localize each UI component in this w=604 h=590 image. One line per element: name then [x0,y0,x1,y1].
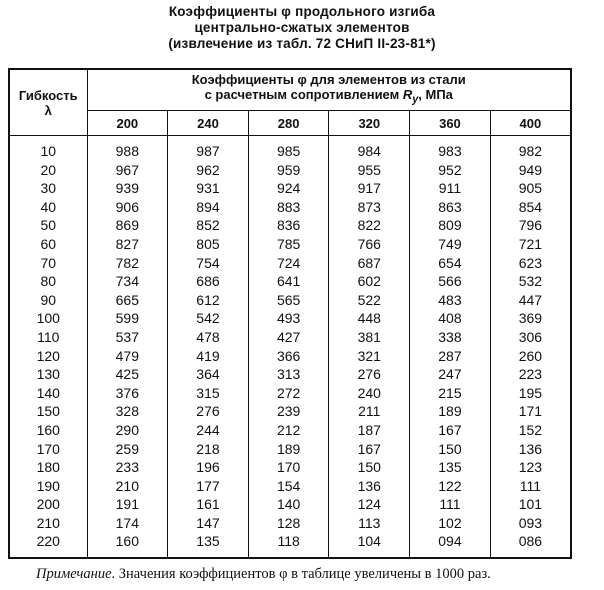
coefficient-cell: 448 [329,309,410,328]
flexibility-cell: 180 [9,458,87,477]
coefficient-cell: 240 [329,384,410,403]
coefficient-cell: 924 [248,179,329,198]
table-row [9,477,571,496]
coefficient-cell: 894 [168,198,249,217]
coefficient-cell: 852 [168,216,249,235]
coefficient-cell: 328 [87,402,168,421]
flexibility-cell: 100 [9,309,87,328]
coefficient-cell: 113 [329,514,410,533]
flexibility-cell: 210 [9,514,87,533]
coefficient-cell: 425 [87,365,168,384]
flexibility-cell: 110 [9,328,87,347]
flexibility-cell: 80 [9,272,87,291]
coefficient-cell: 805 [168,235,249,254]
coefficient-cell: 931 [168,179,249,198]
coefficient-cell: 906 [87,198,168,217]
coefficient-cell: 381 [329,328,410,347]
flexibility-cell: 220 [9,532,87,558]
coefficient-cell: 782 [87,254,168,273]
footnote [36,566,491,583]
coefficient-cell: 967 [87,161,168,180]
flexibility-cell: 190 [9,477,87,496]
coefficient-cell: 537 [87,328,168,347]
coefficient-cell: 218 [168,440,249,459]
table-row [9,440,571,459]
table-row [9,384,571,403]
coefficient-cell: 408 [410,309,491,328]
flexibility-cell: 170 [9,440,87,459]
table-row [9,347,571,366]
coefficient-cell: 111 [490,477,571,496]
coefficient-cell: 419 [168,347,249,366]
footnote-label: Примечание [36,566,112,582]
coefficient-cell: 136 [490,440,571,459]
column-header: 200 [87,111,168,136]
coefficient-cell: 602 [329,272,410,291]
flexibility-cell: 130 [9,365,87,384]
header-group-symbol: R [402,87,413,103]
coefficient-cell: 167 [410,421,491,440]
coefficient-cell: 128 [248,514,329,533]
coefficient-cell: 160 [87,532,168,558]
table-row [9,458,571,477]
coefficient-cell: 754 [168,254,249,273]
coefficient-cell: 479 [87,347,168,366]
coefficient-cell: 988 [87,136,168,161]
coefficient-cell: 984 [329,136,410,161]
coefficient-cell: 313 [248,365,329,384]
coefficient-cell: 566 [410,272,491,291]
header-group-line-1: Коэффициенты φ для элементов из стали [191,72,466,88]
coefficient-cell: 111 [410,495,491,514]
coefficient-cell: 949 [490,161,571,180]
flexibility-cell: 200 [9,495,87,514]
table-row [9,402,571,421]
column-header: 280 [248,111,329,136]
coefficient-cell: 724 [248,254,329,273]
coefficient-cell: 721 [490,235,571,254]
coefficient-cell: 766 [329,235,410,254]
coefficient-cell: 171 [490,402,571,421]
coefficient-cell: 118 [248,532,329,558]
coefficient-cell: 276 [168,402,249,421]
coefficient-cell: 985 [248,136,329,161]
coefficient-cell: 215 [410,384,491,403]
coefficient-cell: 959 [248,161,329,180]
coefficient-cell: 212 [248,421,329,440]
coefficient-cell: 687 [329,254,410,273]
coefficient-cell: 247 [410,365,491,384]
coefficient-cell: 623 [490,254,571,273]
column-header-row [9,111,571,136]
coefficient-cell: 854 [490,198,571,217]
coefficient-cell: 366 [248,347,329,366]
flexibility-cell: 50 [9,216,87,235]
coefficient-cell: 152 [490,421,571,440]
coefficient-cell: 290 [87,421,168,440]
coefficient-cell: 150 [329,458,410,477]
coefficient-cell: 170 [248,458,329,477]
flexibility-cell: 30 [9,179,87,198]
coefficient-cell: 259 [87,440,168,459]
coefficient-cell: 260 [490,347,571,366]
coefficient-cell: 272 [248,384,329,403]
coefficient-cell: 483 [410,291,491,310]
coefficient-cell: 122 [410,477,491,496]
header-group-subscript: y [412,93,419,106]
coefficient-cell: 094 [410,532,491,558]
coefficient-cell: 883 [248,198,329,217]
coefficient-cell: 982 [490,136,571,161]
coefficient-cell: 233 [87,458,168,477]
table-row [9,291,571,310]
header-group-line-2-prefix: с расчетным сопротивлением [204,87,403,103]
coefficient-cell: 493 [248,309,329,328]
coefficient-cell: 140 [248,495,329,514]
footnote-text: . Значения коэффициентов φ в таблице увеличены в 1000 раз. [111,566,491,582]
coefficient-cell: 952 [410,161,491,180]
coefficient-cell: 195 [490,384,571,403]
flexibility-cell: 140 [9,384,87,403]
header-group-suffix: , МПа [418,87,453,103]
flexibility-cell: 20 [9,161,87,180]
coefficient-cell: 809 [410,216,491,235]
header-flexibility-label: Гибкость [18,87,78,103]
coefficient-cell: 917 [329,179,410,198]
coefficient-cell: 939 [87,179,168,198]
coefficient-cell: 321 [329,347,410,366]
coefficient-cell: 135 [168,532,249,558]
table-row [9,216,571,235]
coefficient-cell: 612 [168,291,249,310]
coefficient-cell: 427 [248,328,329,347]
coefficient-cell: 836 [248,216,329,235]
coefficient-cell: 104 [329,532,410,558]
coefficient-cell: 136 [329,477,410,496]
coefficient-cell: 532 [490,272,571,291]
coefficient-cell: 147 [168,514,249,533]
coefficient-cell: 796 [490,216,571,235]
table-row [9,235,571,254]
coefficient-cell: 369 [490,309,571,328]
table-row [9,532,571,558]
table-body [9,136,571,559]
table-row [9,272,571,291]
coefficient-cell: 863 [410,198,491,217]
column-header: 320 [329,111,410,136]
flexibility-cell: 60 [9,235,87,254]
coefficient-cell: 154 [248,477,329,496]
coefficient-cell: 135 [410,458,491,477]
table-row [9,328,571,347]
table-row [9,254,571,273]
header-coefficients-group [87,69,571,111]
coefficient-cell: 955 [329,161,410,180]
flexibility-cell: 120 [9,347,87,366]
column-header: 400 [490,111,571,136]
coefficient-cell: 641 [248,272,329,291]
coefficient-cell: 565 [248,291,329,310]
coefficient-cell: 086 [490,532,571,558]
coefficient-cell: 150 [410,440,491,459]
coefficient-cell: 123 [490,458,571,477]
coefficient-cell: 174 [87,514,168,533]
table-row [9,198,571,217]
table-title [0,4,604,52]
title-line-2: центрально-сжатых элементов [194,20,410,35]
coefficient-cell: 161 [168,495,249,514]
coefficient-cell: 093 [490,514,571,533]
coefficient-cell: 665 [87,291,168,310]
flexibility-cell: 150 [9,402,87,421]
flexibility-cell: 90 [9,291,87,310]
title-line-1: Коэффициенты φ продольного изгиба [168,4,436,19]
coefficient-cell: 654 [410,254,491,273]
coefficient-cell: 210 [87,477,168,496]
flexibility-cell: 40 [9,198,87,217]
coefficient-cell: 873 [329,198,410,217]
coefficient-cell: 101 [490,495,571,514]
table-row [9,179,571,198]
coefficient-cell: 244 [168,421,249,440]
table-row [9,514,571,533]
flexibility-cell: 10 [9,136,87,161]
coefficient-cell: 827 [87,235,168,254]
coefficient-cell: 102 [410,514,491,533]
coefficient-cell: 189 [248,440,329,459]
coefficient-cell: 376 [87,384,168,403]
coefficient-cell: 869 [87,216,168,235]
coefficient-cell: 542 [168,309,249,328]
coefficient-cell: 364 [168,365,249,384]
coefficient-cell: 905 [490,179,571,198]
coefficient-cell: 287 [410,347,491,366]
header-flexibility [9,69,87,136]
coefficient-cell: 124 [329,495,410,514]
coefficient-cell: 522 [329,291,410,310]
table-row [9,365,571,384]
coefficient-cell: 187 [329,421,410,440]
table-row [9,421,571,440]
header-lambda-symbol: λ [44,102,52,118]
table-row [9,136,571,161]
coefficient-cell: 785 [248,235,329,254]
coefficient-cell: 196 [168,458,249,477]
coefficient-cell: 983 [410,136,491,161]
coefficient-cell: 749 [410,235,491,254]
coefficient-table [8,68,572,559]
coefficient-cell: 478 [168,328,249,347]
coefficient-cell: 276 [329,365,410,384]
coefficient-cell: 189 [410,402,491,421]
flexibility-cell: 160 [9,421,87,440]
coefficient-cell: 447 [490,291,571,310]
table-row [9,495,571,514]
coefficient-cell: 239 [248,402,329,421]
coefficient-cell: 911 [410,179,491,198]
coefficient-cell: 822 [329,216,410,235]
coefficient-cell: 599 [87,309,168,328]
coefficient-cell: 962 [168,161,249,180]
table-row [9,309,571,328]
flexibility-cell: 70 [9,254,87,273]
table-row [9,161,571,180]
coefficient-cell: 167 [329,440,410,459]
coefficient-cell: 223 [490,365,571,384]
coefficient-cell: 987 [168,136,249,161]
coefficient-cell: 686 [168,272,249,291]
coefficient-cell: 315 [168,384,249,403]
coefficient-cell: 211 [329,402,410,421]
coefficient-cell: 338 [410,328,491,347]
column-header: 240 [168,111,249,136]
column-header: 360 [410,111,491,136]
coefficient-cell: 306 [490,328,571,347]
coefficient-cell: 191 [87,495,168,514]
coefficient-cell: 734 [87,272,168,291]
title-line-3: (извлечение из табл. 72 СНиП II-23-81*) [168,36,436,51]
coefficient-cell: 177 [168,477,249,496]
